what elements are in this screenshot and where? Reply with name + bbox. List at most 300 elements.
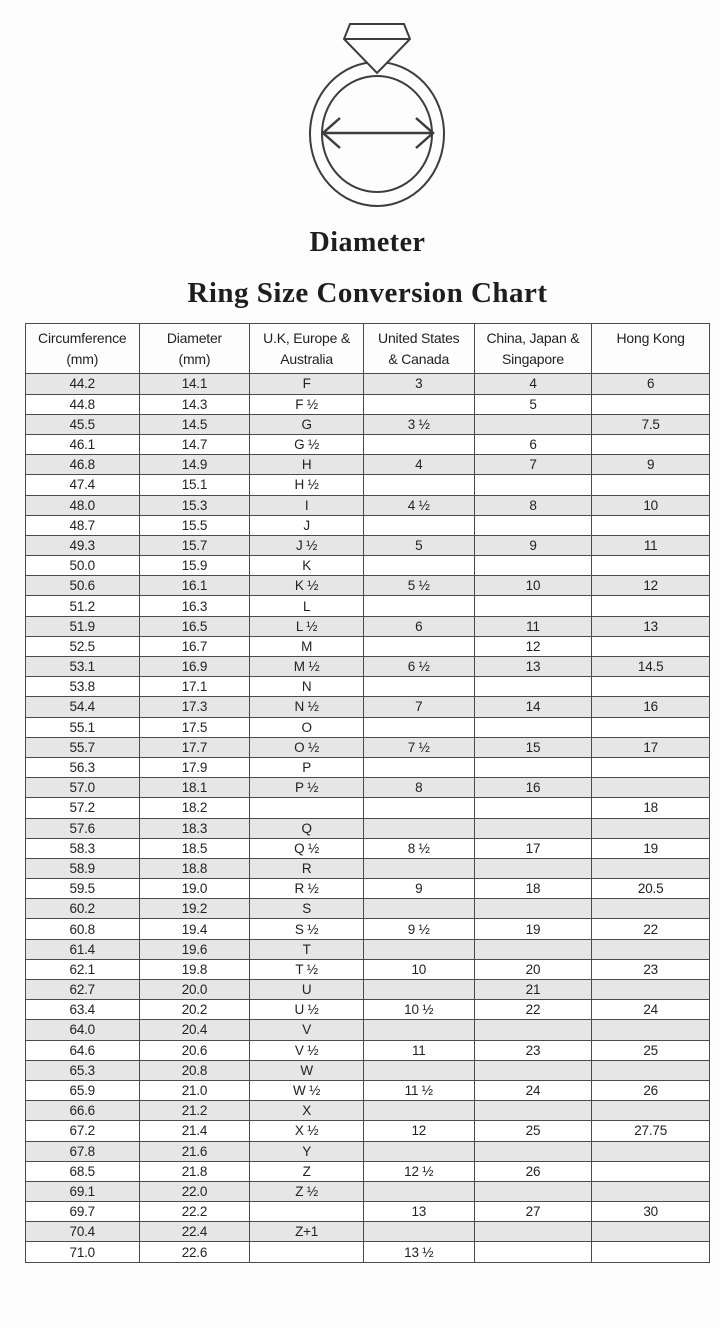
table-cell: 8 bbox=[363, 778, 474, 798]
table-cell: 19.2 bbox=[139, 899, 250, 919]
table-row bbox=[26, 374, 710, 394]
table-cell: G ½ bbox=[250, 434, 364, 454]
table-cell: 51.2 bbox=[26, 596, 140, 616]
table-cell: 64.6 bbox=[26, 1040, 140, 1060]
table-cell: 18.5 bbox=[139, 838, 250, 858]
table-cell bbox=[592, 858, 710, 878]
table-header bbox=[26, 324, 710, 374]
table-cell bbox=[363, 858, 474, 878]
table-cell bbox=[363, 798, 474, 818]
table-cell: 53.1 bbox=[26, 657, 140, 677]
table-cell: 10 bbox=[592, 495, 710, 515]
header-row bbox=[26, 324, 710, 374]
table-cell: L ½ bbox=[250, 616, 364, 636]
table-cell: 14.5 bbox=[592, 657, 710, 677]
table-cell: 15.9 bbox=[139, 556, 250, 576]
table-cell: P ½ bbox=[250, 778, 364, 798]
table-cell: 57.0 bbox=[26, 778, 140, 798]
table-cell: 19.6 bbox=[139, 939, 250, 959]
table-cell bbox=[592, 818, 710, 838]
table-row bbox=[26, 899, 710, 919]
table-cell bbox=[474, 717, 592, 737]
table-row bbox=[26, 414, 710, 434]
table-row bbox=[26, 455, 710, 475]
table-cell: N bbox=[250, 677, 364, 697]
table-cell bbox=[474, 1141, 592, 1161]
table-cell: 55.7 bbox=[26, 737, 140, 757]
table-cell: 11 bbox=[474, 616, 592, 636]
table-cell: 27.75 bbox=[592, 1121, 710, 1141]
table-cell bbox=[474, 1101, 592, 1121]
table-cell: G bbox=[250, 414, 364, 434]
table-cell: 14 bbox=[474, 697, 592, 717]
table-cell: 65.9 bbox=[26, 1080, 140, 1100]
table-cell bbox=[363, 980, 474, 1000]
table-cell: 48.0 bbox=[26, 495, 140, 515]
table-cell: 48.7 bbox=[26, 515, 140, 535]
table-cell: 9 bbox=[592, 455, 710, 475]
page-title: Ring Size Conversion Chart bbox=[187, 276, 548, 309]
table-row bbox=[26, 919, 710, 939]
table-cell: 25 bbox=[474, 1121, 592, 1141]
table-cell: 14.5 bbox=[139, 414, 250, 434]
table-cell: 60.2 bbox=[26, 899, 140, 919]
table-cell bbox=[250, 1242, 364, 1262]
table-cell: 17.1 bbox=[139, 677, 250, 697]
table-cell: 62.1 bbox=[26, 959, 140, 979]
table-cell bbox=[363, 1101, 474, 1121]
table-cell: 62.7 bbox=[26, 980, 140, 1000]
table-cell bbox=[363, 899, 474, 919]
table-cell: X ½ bbox=[250, 1121, 364, 1141]
table-cell: 57.6 bbox=[26, 818, 140, 838]
ring-diameter-figure bbox=[282, 12, 468, 212]
table-cell: Y bbox=[250, 1141, 364, 1161]
table-row bbox=[26, 959, 710, 979]
table-row bbox=[26, 657, 710, 677]
table-row bbox=[26, 616, 710, 636]
table-cell: 20.8 bbox=[139, 1060, 250, 1080]
table-cell bbox=[592, 757, 710, 777]
table-cell bbox=[363, 1020, 474, 1040]
table-cell: V bbox=[250, 1020, 364, 1040]
table-cell bbox=[363, 1222, 474, 1242]
column-header-us-canada: United States & Canada bbox=[363, 324, 474, 374]
table-cell: Z ½ bbox=[250, 1181, 364, 1201]
table-cell: 13 bbox=[474, 657, 592, 677]
table-cell: 14.7 bbox=[139, 434, 250, 454]
ring-size-conversion-table bbox=[25, 323, 710, 1262]
table-row bbox=[26, 556, 710, 576]
table-cell bbox=[474, 939, 592, 959]
table-cell: 11 bbox=[592, 535, 710, 555]
table-cell: K bbox=[250, 556, 364, 576]
table-cell bbox=[474, 515, 592, 535]
table-cell: 61.4 bbox=[26, 939, 140, 959]
table-cell: 19.8 bbox=[139, 959, 250, 979]
table-cell: 19.4 bbox=[139, 919, 250, 939]
table-cell: 24 bbox=[592, 1000, 710, 1020]
table-cell: 20.4 bbox=[139, 1020, 250, 1040]
table-cell: 5 bbox=[363, 535, 474, 555]
table-cell: O ½ bbox=[250, 737, 364, 757]
table-row bbox=[26, 757, 710, 777]
table-cell: 22.0 bbox=[139, 1181, 250, 1201]
table-cell: 16.9 bbox=[139, 657, 250, 677]
table-row bbox=[26, 858, 710, 878]
table-row bbox=[26, 737, 710, 757]
table-cell bbox=[474, 475, 592, 495]
table-cell: R bbox=[250, 858, 364, 878]
table-cell: 17.5 bbox=[139, 717, 250, 737]
table-row bbox=[26, 1222, 710, 1242]
table-cell: 4 bbox=[474, 374, 592, 394]
table-row bbox=[26, 980, 710, 1000]
table-cell: 9 bbox=[474, 535, 592, 555]
table-cell: 16 bbox=[474, 778, 592, 798]
table-cell: 55.1 bbox=[26, 717, 140, 737]
table-row bbox=[26, 394, 710, 414]
table-cell: T ½ bbox=[250, 959, 364, 979]
table-cell: 16.7 bbox=[139, 636, 250, 656]
table-cell: 18.8 bbox=[139, 858, 250, 878]
table-row bbox=[26, 535, 710, 555]
table-cell: L bbox=[250, 596, 364, 616]
table-cell: 10 bbox=[363, 959, 474, 979]
table-cell bbox=[474, 1181, 592, 1201]
table-cell: 58.3 bbox=[26, 838, 140, 858]
table-cell: 27 bbox=[474, 1202, 592, 1222]
table-cell: 20 bbox=[474, 959, 592, 979]
table-cell bbox=[592, 1020, 710, 1040]
table-cell bbox=[592, 717, 710, 737]
table-cell: 23 bbox=[592, 959, 710, 979]
table-cell bbox=[363, 677, 474, 697]
table-cell: 69.1 bbox=[26, 1181, 140, 1201]
table-row bbox=[26, 778, 710, 798]
table-cell: 44.2 bbox=[26, 374, 140, 394]
table-cell: 26 bbox=[592, 1080, 710, 1100]
table-row bbox=[26, 1242, 710, 1262]
table-cell: 21.8 bbox=[139, 1161, 250, 1181]
table-cell bbox=[363, 434, 474, 454]
table-cell: U bbox=[250, 980, 364, 1000]
table-cell: 70.4 bbox=[26, 1222, 140, 1242]
table-cell: 21.2 bbox=[139, 1101, 250, 1121]
table-cell: 57.2 bbox=[26, 798, 140, 818]
table-cell bbox=[363, 515, 474, 535]
diameter-arrow bbox=[323, 118, 433, 148]
table-cell: T bbox=[250, 939, 364, 959]
table-cell: 5 ½ bbox=[363, 576, 474, 596]
table-cell: 12 bbox=[474, 636, 592, 656]
table-cell: 21.4 bbox=[139, 1121, 250, 1141]
table-cell bbox=[474, 414, 592, 434]
table-cell bbox=[592, 556, 710, 576]
table-cell: 53.8 bbox=[26, 677, 140, 697]
table-cell: 15.1 bbox=[139, 475, 250, 495]
table-cell: 50.0 bbox=[26, 556, 140, 576]
table-cell: 59.5 bbox=[26, 879, 140, 899]
table-cell: 68.5 bbox=[26, 1161, 140, 1181]
table-row bbox=[26, 1101, 710, 1121]
table-cell: 19 bbox=[592, 838, 710, 858]
table-cell: 22.6 bbox=[139, 1242, 250, 1262]
table-cell bbox=[474, 899, 592, 919]
table-cell bbox=[592, 677, 710, 697]
table-cell bbox=[363, 1181, 474, 1201]
column-header-uk-europe-australia: U.K, Europe & Australia bbox=[250, 324, 364, 374]
table-cell: 30 bbox=[592, 1202, 710, 1222]
conversion-table-body bbox=[26, 374, 710, 1262]
table-cell: 14.3 bbox=[139, 394, 250, 414]
table-cell: 50.6 bbox=[26, 576, 140, 596]
table-cell: 9 bbox=[363, 879, 474, 899]
table-cell: 60.8 bbox=[26, 919, 140, 939]
table-cell: J bbox=[250, 515, 364, 535]
table-cell bbox=[474, 677, 592, 697]
table-row bbox=[26, 798, 710, 818]
table-cell bbox=[592, 394, 710, 414]
table-cell: 17 bbox=[592, 737, 710, 757]
table-cell bbox=[474, 1222, 592, 1242]
table-cell: I bbox=[250, 495, 364, 515]
table-cell: 63.4 bbox=[26, 1000, 140, 1020]
table-cell: 16.1 bbox=[139, 576, 250, 596]
table-cell: 12 bbox=[592, 576, 710, 596]
table-cell: Q bbox=[250, 818, 364, 838]
table-cell: 65.3 bbox=[26, 1060, 140, 1080]
table-cell bbox=[592, 475, 710, 495]
table-row bbox=[26, 1000, 710, 1020]
table-cell bbox=[592, 1222, 710, 1242]
table-cell: 10 ½ bbox=[363, 1000, 474, 1020]
table-row bbox=[26, 636, 710, 656]
table-cell bbox=[592, 1181, 710, 1201]
table-row bbox=[26, 818, 710, 838]
column-header-china-japan-singapore: China, Japan & Singapore bbox=[474, 324, 592, 374]
table-row bbox=[26, 717, 710, 737]
table-cell: Z bbox=[250, 1161, 364, 1181]
table-cell: 58.9 bbox=[26, 858, 140, 878]
table-cell bbox=[363, 757, 474, 777]
table-cell bbox=[474, 1060, 592, 1080]
table-cell bbox=[592, 434, 710, 454]
table-cell bbox=[363, 394, 474, 414]
table-cell bbox=[250, 798, 364, 818]
table-cell: 67.8 bbox=[26, 1141, 140, 1161]
ring-diamond-icon bbox=[282, 12, 468, 212]
table-cell: 46.8 bbox=[26, 455, 140, 475]
table-cell: 20.0 bbox=[139, 980, 250, 1000]
table-cell bbox=[474, 818, 592, 838]
table-cell: 22 bbox=[592, 919, 710, 939]
table-cell: 67.2 bbox=[26, 1121, 140, 1141]
table-cell: 16 bbox=[592, 697, 710, 717]
table-cell: 54.4 bbox=[26, 697, 140, 717]
table-row bbox=[26, 1121, 710, 1141]
table-row bbox=[26, 596, 710, 616]
table-row bbox=[26, 475, 710, 495]
table-cell: 7 ½ bbox=[363, 737, 474, 757]
column-header-hong-kong: Hong Kong bbox=[592, 324, 710, 374]
table-cell bbox=[363, 939, 474, 959]
table-cell bbox=[363, 1060, 474, 1080]
table-cell: 8 bbox=[474, 495, 592, 515]
table-cell: 13 bbox=[592, 616, 710, 636]
table-row bbox=[26, 879, 710, 899]
table-cell: 56.3 bbox=[26, 757, 140, 777]
table-row bbox=[26, 576, 710, 596]
table-cell: 4 bbox=[363, 455, 474, 475]
table-cell: 17.7 bbox=[139, 737, 250, 757]
table-cell: 22 bbox=[474, 1000, 592, 1020]
table-cell: 5 bbox=[474, 394, 592, 414]
table-cell bbox=[474, 798, 592, 818]
table-row bbox=[26, 677, 710, 697]
table-cell: Q ½ bbox=[250, 838, 364, 858]
table-cell bbox=[592, 636, 710, 656]
column-header-diameter: Diameter (mm) bbox=[139, 324, 250, 374]
table-cell bbox=[363, 596, 474, 616]
table-cell: 7 bbox=[474, 455, 592, 475]
table-cell: 49.3 bbox=[26, 535, 140, 555]
table-cell: 64.0 bbox=[26, 1020, 140, 1040]
table-cell: 14.1 bbox=[139, 374, 250, 394]
table-cell: 12 bbox=[363, 1121, 474, 1141]
table-row bbox=[26, 939, 710, 959]
page bbox=[0, 12, 720, 1263]
table-cell: 22.2 bbox=[139, 1202, 250, 1222]
table-cell: H bbox=[250, 455, 364, 475]
table-cell: S bbox=[250, 899, 364, 919]
table-row bbox=[26, 1040, 710, 1060]
table-cell: 66.6 bbox=[26, 1101, 140, 1121]
table-cell: 15.5 bbox=[139, 515, 250, 535]
table-cell bbox=[592, 939, 710, 959]
table-cell bbox=[474, 757, 592, 777]
table-cell bbox=[363, 475, 474, 495]
table-cell: J ½ bbox=[250, 535, 364, 555]
table-cell: W bbox=[250, 1060, 364, 1080]
table-cell bbox=[474, 858, 592, 878]
table-cell: 18.2 bbox=[139, 798, 250, 818]
table-cell: P bbox=[250, 757, 364, 777]
table-cell: 3 ½ bbox=[363, 414, 474, 434]
table-cell bbox=[363, 556, 474, 576]
table-cell bbox=[474, 556, 592, 576]
table-cell: 47.4 bbox=[26, 475, 140, 495]
table-cell: 21.0 bbox=[139, 1080, 250, 1100]
table-cell bbox=[474, 1242, 592, 1262]
table-row bbox=[26, 1020, 710, 1040]
table-cell: F bbox=[250, 374, 364, 394]
table-cell: 18.1 bbox=[139, 778, 250, 798]
table-cell: 21 bbox=[474, 980, 592, 1000]
table-row bbox=[26, 1080, 710, 1100]
table-row bbox=[26, 1141, 710, 1161]
table-cell: K ½ bbox=[250, 576, 364, 596]
table-cell: S ½ bbox=[250, 919, 364, 939]
table-cell: 18 bbox=[592, 798, 710, 818]
table-cell bbox=[363, 1141, 474, 1161]
table-cell: 4 ½ bbox=[363, 495, 474, 515]
table-cell: 9 ½ bbox=[363, 919, 474, 939]
table-row bbox=[26, 1161, 710, 1181]
table-cell: 11 bbox=[363, 1040, 474, 1060]
table-cell bbox=[363, 717, 474, 737]
table-cell: 23 bbox=[474, 1040, 592, 1060]
column-header-circumference: Circumference (mm) bbox=[26, 324, 140, 374]
table-cell: N ½ bbox=[250, 697, 364, 717]
table-cell: 13 ½ bbox=[363, 1242, 474, 1262]
table-cell bbox=[592, 1161, 710, 1181]
table-cell: 15.3 bbox=[139, 495, 250, 515]
table-cell: 22.4 bbox=[139, 1222, 250, 1242]
table-row bbox=[26, 1181, 710, 1201]
table-cell: 13 bbox=[363, 1202, 474, 1222]
table-cell: 19.0 bbox=[139, 879, 250, 899]
table-cell bbox=[250, 1202, 364, 1222]
table-cell: 46.1 bbox=[26, 434, 140, 454]
table-cell: 12 ½ bbox=[363, 1161, 474, 1181]
table-cell bbox=[592, 515, 710, 535]
table-cell: 21.6 bbox=[139, 1141, 250, 1161]
table-cell: 16.3 bbox=[139, 596, 250, 616]
table-cell: 15 bbox=[474, 737, 592, 757]
table-cell: M ½ bbox=[250, 657, 364, 677]
table-cell: 71.0 bbox=[26, 1242, 140, 1262]
table-cell: 20.2 bbox=[139, 1000, 250, 1020]
table-cell bbox=[363, 818, 474, 838]
table-row bbox=[26, 434, 710, 454]
table-cell: 17.3 bbox=[139, 697, 250, 717]
table-row bbox=[26, 697, 710, 717]
table-cell: 6 bbox=[474, 434, 592, 454]
table-cell: 20.6 bbox=[139, 1040, 250, 1060]
table-cell: R ½ bbox=[250, 879, 364, 899]
table-cell: 11 ½ bbox=[363, 1080, 474, 1100]
table-row bbox=[26, 1202, 710, 1222]
table-cell: 19 bbox=[474, 919, 592, 939]
table-cell: V ½ bbox=[250, 1040, 364, 1060]
table-cell: 20.5 bbox=[592, 879, 710, 899]
table-cell: 45.5 bbox=[26, 414, 140, 434]
table-cell: 17.9 bbox=[139, 757, 250, 777]
table-cell bbox=[592, 899, 710, 919]
table-cell: W ½ bbox=[250, 1080, 364, 1100]
table-cell bbox=[592, 1141, 710, 1161]
table-row bbox=[26, 838, 710, 858]
diameter-label: Diameter bbox=[309, 227, 426, 258]
table-cell: 7 bbox=[363, 697, 474, 717]
table-cell: F ½ bbox=[250, 394, 364, 414]
table-cell: 6 bbox=[592, 374, 710, 394]
table-cell: 14.9 bbox=[139, 455, 250, 475]
table-cell bbox=[592, 1242, 710, 1262]
table-cell: 24 bbox=[474, 1080, 592, 1100]
table-cell: 10 bbox=[474, 576, 592, 596]
table-cell: 3 bbox=[363, 374, 474, 394]
table-cell: 17 bbox=[474, 838, 592, 858]
table-cell bbox=[474, 596, 592, 616]
table-cell: 7.5 bbox=[592, 414, 710, 434]
table-cell: 51.9 bbox=[26, 616, 140, 636]
table-cell bbox=[592, 1060, 710, 1080]
table-cell bbox=[592, 778, 710, 798]
table-cell: 44.8 bbox=[26, 394, 140, 414]
table-cell: 25 bbox=[592, 1040, 710, 1060]
